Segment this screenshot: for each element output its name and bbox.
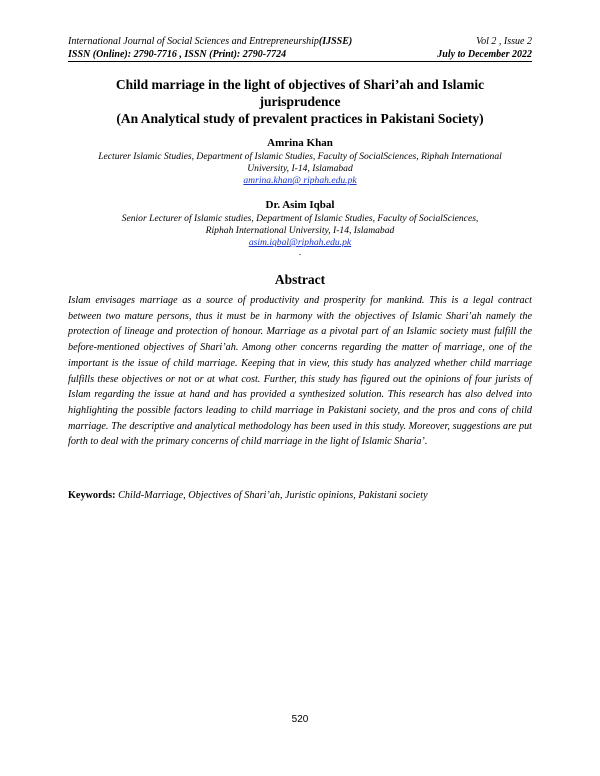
- author-affiliation: Senior Lecturer of Islamic studies, Department of Islamic Studies, Faculty of SocialSciences, Riphah International University, I-14, Islamabad: [121, 213, 479, 236]
- author-affiliation: Lecturer Islamic Studies, Department of Islamic Studies, Faculty of SocialSciences, Riphah International University, I-14, Islamabad: [98, 151, 502, 174]
- page-number: 520: [291, 714, 309, 725]
- abstract-heading: Abstract: [274, 272, 326, 287]
- author-name: Dr. Asim Iqbal: [265, 199, 335, 211]
- header-rule: [68, 61, 532, 62]
- author-block-2: [68, 199, 532, 256]
- author-block-1: [68, 137, 532, 186]
- separator-dot: .: [298, 247, 302, 257]
- volume-issue: Vol 2 , Issue 2: [476, 36, 532, 47]
- issn: ISSN (Online): 2790-7716 , ISSN (Print): 2790-7724: [68, 49, 287, 60]
- keywords-text: Child-Marriage, Objectives of Shari’ah, Juristic opinions, Pakistani society: [118, 490, 428, 501]
- publication-period: July to December 2022: [437, 49, 532, 60]
- keywords-label: Keywords:: [68, 490, 116, 501]
- abstract-text: Islam envisages marriage as a source of productivity and prosperity for mankind. This is a legal contract between two mature persons, thus it must be in harmony with the objectives of Islamic Shari’ah namely the protection of lineage and protection of honour. Marriage as a pivotal part of an Islamic society must fulfill the before-mentioned objectives of Shari’ah. Among other concerns regarding the matter of marriage, one of the important is the issue of child marriage. Keeping that in view, this study has analyzed whether child marriage fulfills these objectives or not or at what cost. Further, this study has figured out the opinions of four jurists of Islam regarding the issue at hand and has provided a synthesized solution. This research has also delved into highlighting the possible factors leading to child marriage in Pakistani society, and the pros and cons of child marriage. The descriptive and analytical methodology has been used in this study. Moreover, suggestions are put forth to deal with the primary concerns of child marriage in the light of Islamic Sharia’.: [68, 295, 532, 448]
- keywords: [68, 490, 532, 501]
- author-name: Amrina Khan: [267, 137, 333, 149]
- title-line-1: Child marriage in the light of objectives of Shari’ah and Islamic: [115, 77, 485, 92]
- title-line-2: jurisprudence: [259, 94, 341, 109]
- title-line-3: (An Analytical study of prevalent practices in Pakistani Society): [116, 111, 484, 126]
- paper-title: [100, 76, 500, 127]
- author-email-link[interactable]: asim.iqbal@riphah.edu.pk: [248, 237, 352, 248]
- author-email-link[interactable]: amrina.khan@ riphah.edu.pk: [243, 175, 357, 186]
- journal-name: International Journal of Social Sciences and Entrepreneurship(IJSSE): [68, 36, 353, 47]
